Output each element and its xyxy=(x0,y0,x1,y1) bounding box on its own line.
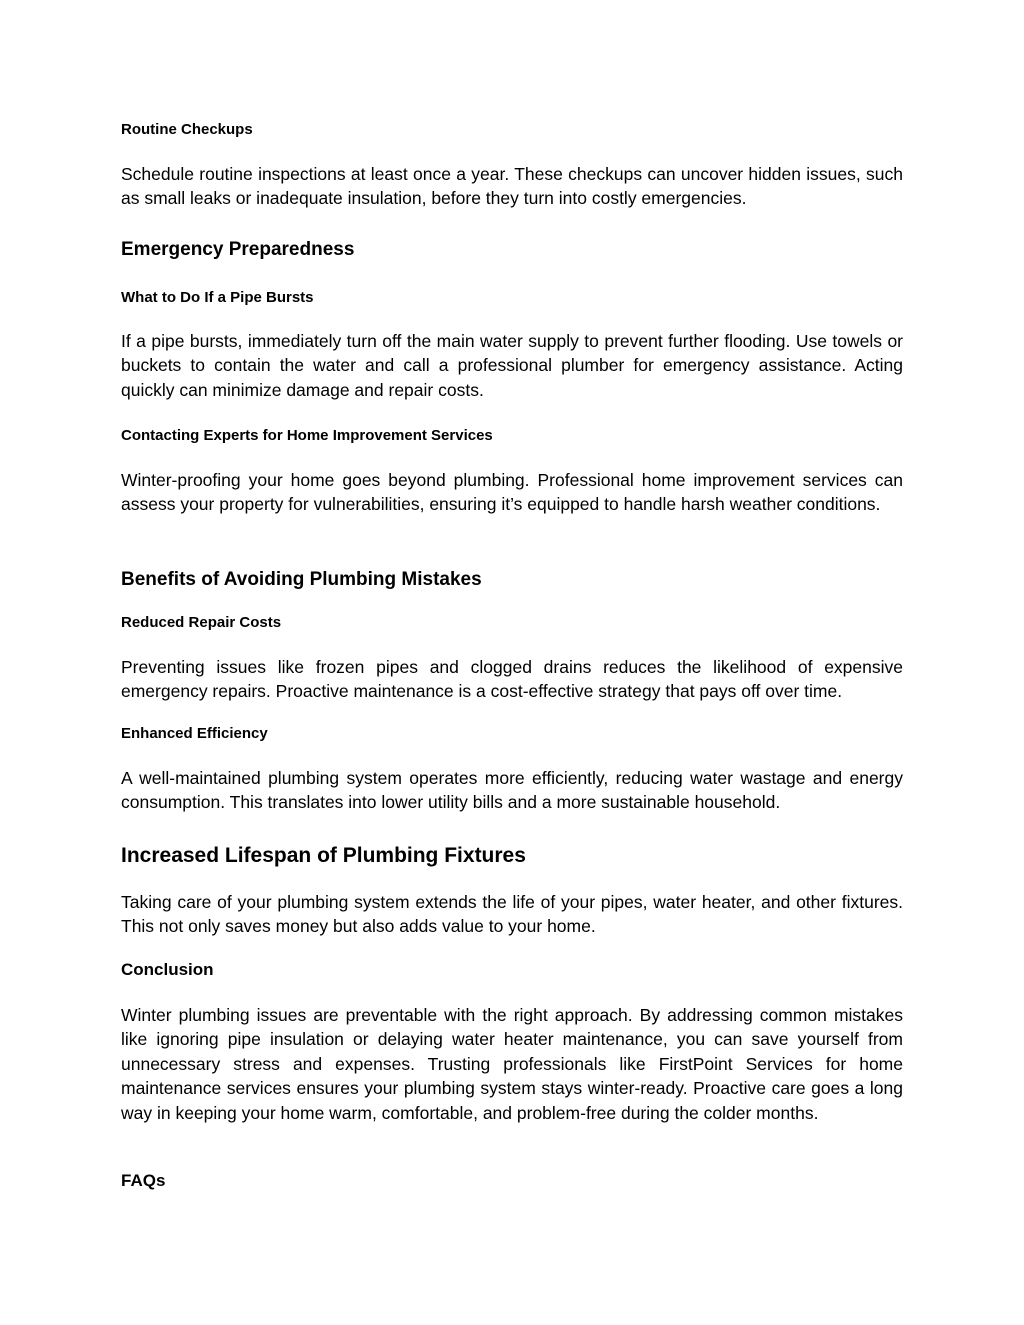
heading-enhanced-efficiency: Enhanced Efficiency xyxy=(121,725,268,742)
heading-faqs: FAQs xyxy=(121,1171,166,1190)
paragraph-enhanced-efficiency: A well-maintained plumbing system operates more efficiently, reducing water wastage and energy consumption. This translates into lower utility bills and a more sustainable household. xyxy=(121,768,903,813)
paragraph-reduced-repair-costs: Preventing issues like frozen pipes and clogged drains reduces the likelihood of expensive emergency repairs. Proactive maintenance is a cost-effective strategy that pays off over time. xyxy=(121,657,903,702)
paragraph-increased-lifespan: Taking care of your plumbing system extends the life of your pipes, water heater, and other fixtures. This not only saves money but also adds value to your home. xyxy=(121,892,903,937)
heading-benefits: Benefits of Avoiding Plumbing Mistakes xyxy=(121,569,482,590)
paragraph-conclusion: Winter plumbing issues are preventable with the right approach. By addressing common mistakes like ignoring pipe insulation or delaying water heater maintenance, you can save yourself from unnecessary stress and expenses. Trusting professionals like FirstPoint Services for home maintenance services ensures your plumbing system stays winter-ready. Proactive care goes a long way in keeping your home warm, comfortable, and problem-free during the colder months. xyxy=(121,1005,903,1123)
paragraph-contacting-experts: Winter-proofing your home goes beyond plumbing. Professional home improvement services can assess your property for vulnerabilities, ensuring it’s equipped to handle harsh weather conditions. xyxy=(121,470,903,515)
paragraph-pipe-bursts: If a pipe bursts, immediately turn off the main water supply to prevent further flooding. Use towels or buckets to contain the water and call a professional plumber for emergency assistance. Acting quickly can minimize damage and repair costs. xyxy=(121,331,903,400)
heading-routine-checkups: Routine Checkups xyxy=(121,121,253,138)
heading-emergency-preparedness: Emergency Preparedness xyxy=(121,239,355,260)
heading-pipe-bursts: What to Do If a Pipe Bursts xyxy=(121,289,314,306)
heading-reduced-repair-costs: Reduced Repair Costs xyxy=(121,614,282,631)
heading-conclusion: Conclusion xyxy=(121,960,214,979)
heading-contacting-experts: Contacting Experts for Home Improvement Services xyxy=(121,427,493,444)
paragraph-routine-checkups: Schedule routine inspections at least once a year. These checkups can uncover hidden issues, such as small leaks or inadequate insulation, before they turn into costly emergencies. xyxy=(121,164,903,209)
heading-increased-lifespan: Increased Lifespan of Plumbing Fixtures xyxy=(121,844,526,867)
